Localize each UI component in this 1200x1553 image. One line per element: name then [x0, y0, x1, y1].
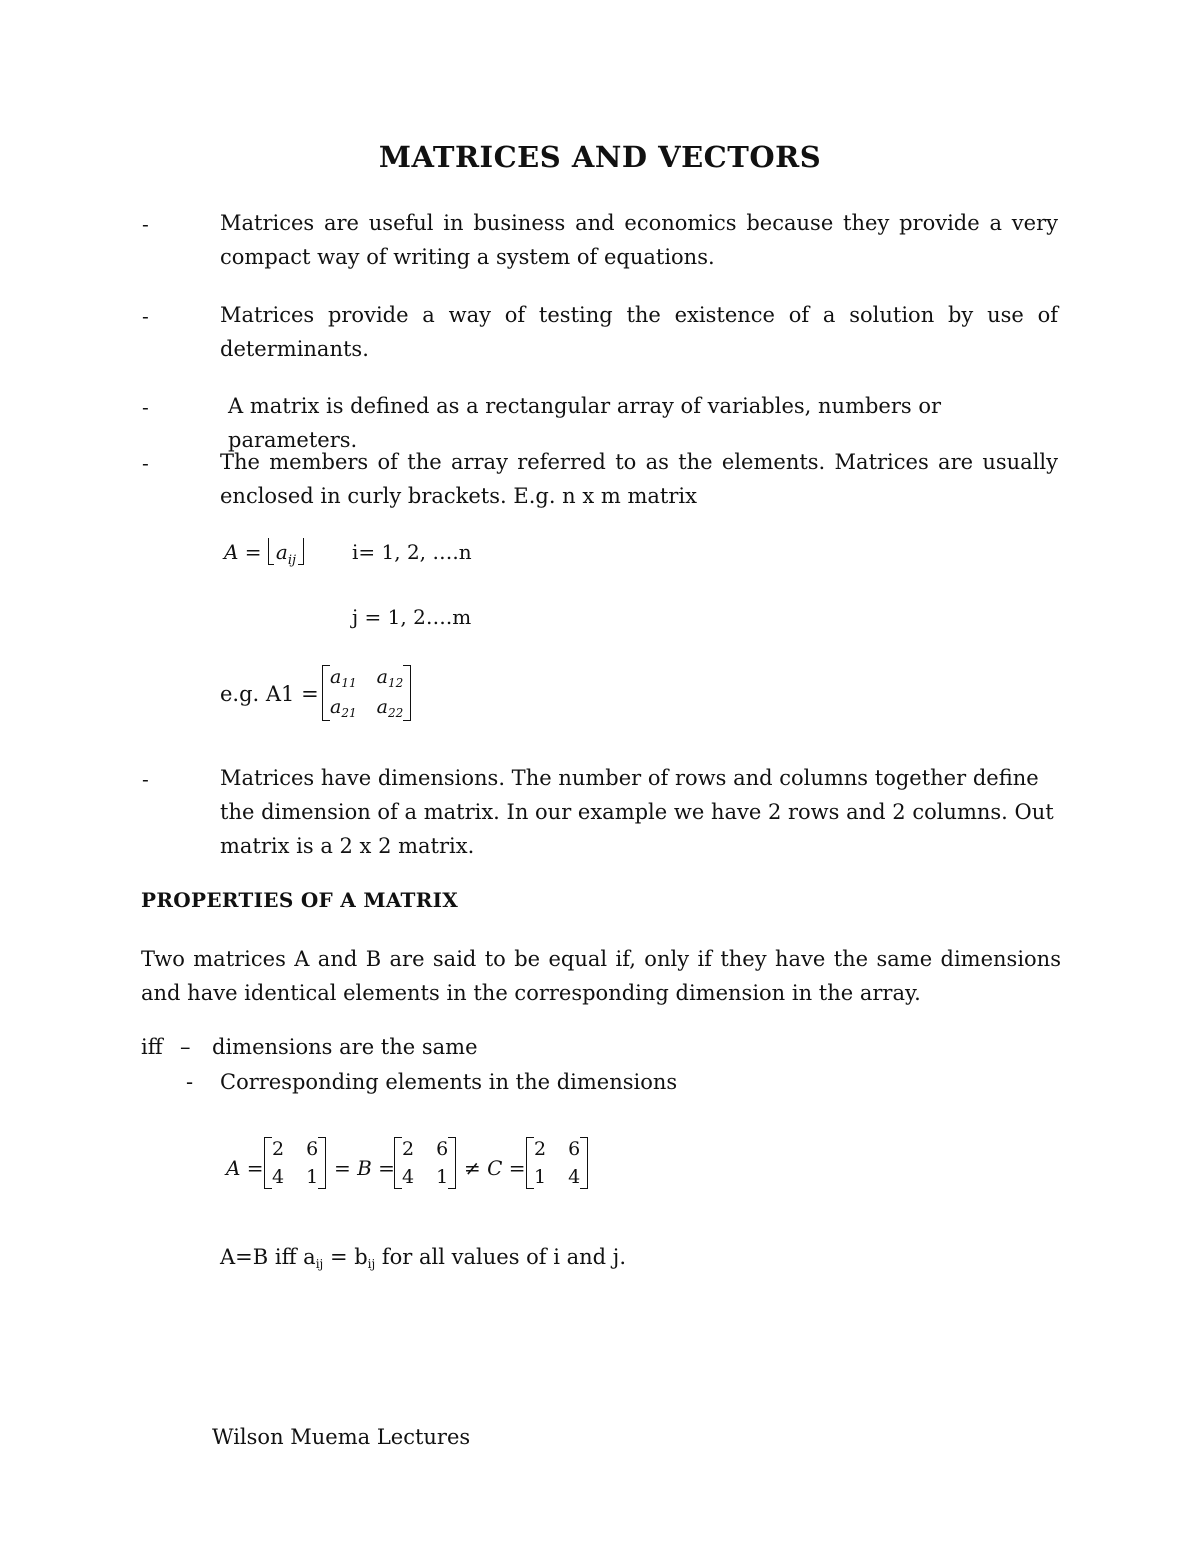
matrix-cell: 4	[402, 1166, 415, 1188]
condition-prefix: A=B iff a	[220, 1245, 316, 1269]
iff-dash-2: -	[186, 1070, 194, 1094]
floor-bracket-left	[268, 538, 274, 565]
bullet-text: The members of the array referred to as the elements. Matrices are usually enclosed in curly brackets. E.g. n x m matrix	[220, 450, 1058, 508]
matrix-c	[526, 1137, 588, 1189]
bracket-right	[448, 1137, 456, 1189]
matrix-cell: 4	[568, 1166, 581, 1188]
iff-label: iff	[141, 1035, 163, 1059]
bullet-text: A matrix is defined as a rectangular array of variables, numbers or parameters.	[228, 394, 942, 452]
condition-sub-a: ij	[315, 1257, 324, 1271]
matrix-cell: $a_{11}$	[330, 666, 357, 690]
matrix-cell: 2	[534, 1138, 547, 1160]
matrix-cell: 6	[306, 1138, 319, 1160]
condition-mid: = b	[323, 1245, 368, 1269]
bullet-text: Matrices are useful in business and economics because they provide a very compact way of writing a system of equations.	[220, 211, 1058, 269]
matrix-b-label: = B =	[334, 1156, 395, 1180]
bullet-marker: -	[142, 395, 149, 419]
section-heading: PROPERTIES OF A MATRIX	[141, 888, 459, 912]
bracket-left	[526, 1137, 534, 1189]
bracket-right	[318, 1137, 326, 1189]
matrix-cell: $a_{12}$	[376, 666, 404, 690]
iff-dash: –	[180, 1035, 191, 1059]
bullet-marker: -	[142, 767, 149, 791]
bullet-text: Matrices have dimensions. The number of rows and columns together define the dimension of a matrix. In our example we have 2 rows and 2 columns. Out matrix is a 2 x 2 matrix.	[220, 766, 1054, 858]
floor-bracket-right	[298, 538, 304, 565]
bracket-left	[264, 1137, 272, 1189]
bracket-left	[322, 665, 330, 721]
bracket-right	[580, 1137, 588, 1189]
matrix-a-label: A =	[226, 1156, 264, 1180]
properties-text: Two matrices A and B are said to be equal if, only if they have the same dimensions and have identical elements in the corresponding dimension in the array.	[141, 947, 1061, 1005]
matrix-cell: 2	[272, 1138, 285, 1160]
bullet-marker: -	[142, 304, 149, 328]
matrix-cell: 1	[306, 1166, 319, 1188]
definition-lhs: A =	[224, 540, 262, 564]
definition-element-sub: ij	[287, 553, 297, 568]
condition-sub-b: ij	[367, 1257, 376, 1271]
iff-condition-2: Corresponding elements in the dimensions	[220, 1070, 678, 1094]
bullet-marker: -	[142, 451, 149, 475]
matrix-cell: 1	[534, 1166, 547, 1188]
condition-suffix: for all values of i and j.	[375, 1245, 626, 1269]
page-footer: Wilson Muema Lectures	[212, 1425, 471, 1449]
equality-condition	[220, 1245, 626, 1269]
matrix-a	[264, 1137, 326, 1189]
matrix-cell: 1	[436, 1166, 449, 1188]
matrix-cell: 2	[402, 1138, 415, 1160]
bracket-right	[403, 665, 411, 721]
example-matrix	[322, 665, 411, 721]
matrix-b	[394, 1137, 456, 1189]
j-range: j = 1, 2….m	[352, 605, 472, 629]
page-title: MATRICES AND VECTORS	[378, 140, 822, 174]
matrix-definition	[224, 538, 304, 568]
bullet-marker: -	[142, 212, 149, 236]
definition-element: a	[275, 540, 288, 564]
matrix-cell: $a_{22}$	[376, 696, 404, 720]
matrix-cell: 6	[568, 1138, 581, 1160]
matrix-cell: 6	[436, 1138, 449, 1160]
matrix-cell: $a_{21}$	[330, 696, 357, 720]
matrix-c-label: ≠ C =	[464, 1156, 526, 1180]
i-range: i= 1, 2, ….n	[352, 540, 472, 564]
bracket-left	[394, 1137, 402, 1189]
example-label: e.g. A1 =	[220, 682, 319, 706]
iff-condition-1: dimensions are the same	[212, 1035, 478, 1059]
matrix-cell: 4	[272, 1166, 285, 1188]
bullet-text: Matrices provide a way of testing the existence of a solution by use of determinants.	[220, 303, 1058, 361]
